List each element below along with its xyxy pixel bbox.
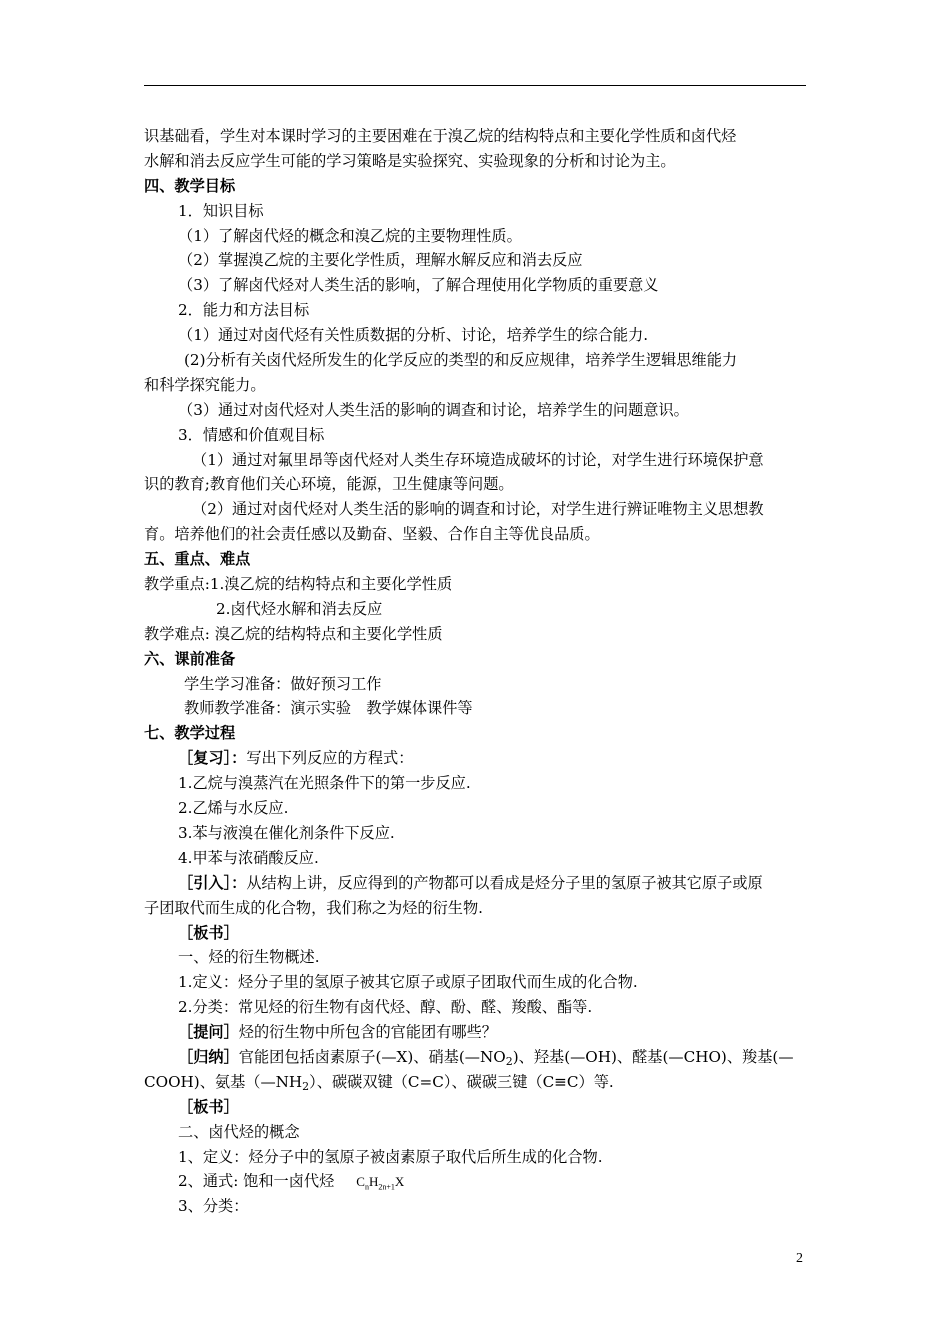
board-heading: 二、卤代烃的概念 (178, 1122, 300, 1141)
list-item: 3.苯与液溴在催化剂条件下反应. (178, 823, 395, 842)
question-label: ［提问］ (178, 1023, 239, 1042)
list-item: （3）通过对卤代烃对人类生活的影响的调查和讨论，培养学生的问题意识。 (178, 400, 689, 419)
general-formula: $C_nH_{2n+1}X$ (356, 1174, 405, 1192)
list-item: 3、分类： (178, 1197, 249, 1216)
subscript: 2 (302, 1079, 310, 1093)
summary-line: ［归纳］官能团包括卤素原子(—X)、硝基$(—NO_2)$、羟基(—OH)、醛基(—CHO)、羧基(— (178, 1047, 794, 1068)
difficulty-line: 教学难点: 溴乙烷的结构特点和主要化学性质 (144, 624, 443, 643)
review-label: ［复习］： (178, 749, 247, 768)
subheading-values-goals: 3．情感和价值观目标 (178, 425, 325, 444)
list-item: （1）了解卤代烃的概念和溴乙烷的主要物理性质。 (178, 226, 522, 245)
list-item: 1.定义：烃分子里的氢原子被其它原子或原子团取代而生成的化合物. (178, 973, 638, 992)
subheading-knowledge-goals: 1．知识目标 (178, 201, 264, 220)
list-item-continuation: 和科学探究能力。 (144, 375, 266, 394)
subscript: 2 (505, 1054, 513, 1068)
document-body (144, 124, 808, 1219)
section-heading-objectives: 四、教学目标 (144, 176, 236, 195)
list-item: （2）掌握溴乙烷的主要化学性质，理解水解反应和消去反应 (178, 251, 583, 270)
header-rule (144, 85, 806, 86)
board-heading: 一、烃的衍生物概述. (178, 948, 320, 967)
section-heading-process: 七、教学过程 (144, 724, 236, 743)
page-number: 2 (796, 1251, 803, 1266)
board-label: ［板书］ (178, 1097, 239, 1116)
summary-label: ［归纳］ (178, 1047, 239, 1066)
list-item: （2）通过对卤代烃对人类生活的影响的调查和讨论，对学生进行辨证唯物主义思想教 (192, 500, 764, 519)
summary-continuation: COOH)、氨基$(—NH_2)$、碳碳双键（C=C）、碳碳三键（C≡C）等. (144, 1072, 614, 1093)
review-line: ［复习］：写出下列反应的方程式： (178, 749, 414, 768)
list-item: （3）了解卤代烃对人类生活的影响，了解合理使用化学物质的重要意义 (178, 276, 659, 295)
list-item-continuation: 育。培养他们的社会责任感以及勤奋、坚毅、合作自主等优良品质。 (144, 525, 600, 544)
list-item: （1）通过对卤代烃有关性质数据的分析、讨论，培养学生的综合能力. (178, 326, 649, 345)
prep-line: 学生学习准备：做好预习工作 (184, 674, 382, 693)
section-heading-key-points: 五、重点、难点 (144, 550, 251, 569)
list-item: (2)分析有关卤代烃所发生的化学反应的类型的和反应规律，培养学生逻辑思维能力 (184, 351, 738, 370)
key-point-line: 2.卤代烃水解和消去反应 (216, 599, 383, 618)
list-item: （1）通过对氟里昂等卤代烃对人类生存环境造成破坏的讨论，对学生进行环境保护意 (192, 450, 764, 469)
intro-label: ［引入］： (178, 873, 247, 892)
key-point-line: 教学重点:1.溴乙烷的结构特点和主要化学性质 (144, 575, 453, 594)
list-item: 2.分类：常见烃的衍生物有卤代烃、醇、酚、醛、羧酸、酯等. (178, 998, 593, 1017)
paragraph-line: 水解和消去反应学生可能的学习策略是实验探究、实验现象的分析和讨论为主。 (144, 151, 676, 170)
list-item: 4.甲苯与浓硝酸反应. (178, 848, 319, 867)
question-line: ［提问］烃的衍生物中所包含的官能团有哪些？ (178, 1023, 497, 1042)
section-heading-preparation: 六、课前准备 (144, 649, 236, 668)
intro-continuation: 子团取代而生成的化合物，我们称之为烃的衍生物. (144, 898, 483, 917)
board-label: ［板书］ (178, 923, 239, 942)
intro-line: ［引入］：从结构上讲，反应得到的产物都可以看成是烃分子里的氢原子被其它原子或原 (178, 873, 763, 892)
subheading-ability-goals: 2．能力和方法目标 (178, 301, 310, 320)
list-item-continuation: 识的教育;教育他们关心环境，能源，卫生健康等问题。 (144, 475, 514, 494)
list-item: 1、定义：烃分子中的氢原子被卤素原子取代后所生成的化合物. (178, 1147, 603, 1166)
list-item: 1.乙烷与溴蒸汽在光照条件下的第一步反应. (178, 774, 471, 793)
formula-line: 2、通式: 饱和一卤代烃 $C_nH_{2n+1}X$ (178, 1172, 405, 1192)
paragraph-line: 识基础看，学生对本课时学习的主要困难在于溴乙烷的结构特点和主要化学性质和卤代烃 (144, 127, 737, 145)
list-item: 2.乙烯与水反应. (178, 799, 289, 818)
prep-line: 教师教学准备：演示实验 教学媒体课件等 (184, 699, 473, 718)
